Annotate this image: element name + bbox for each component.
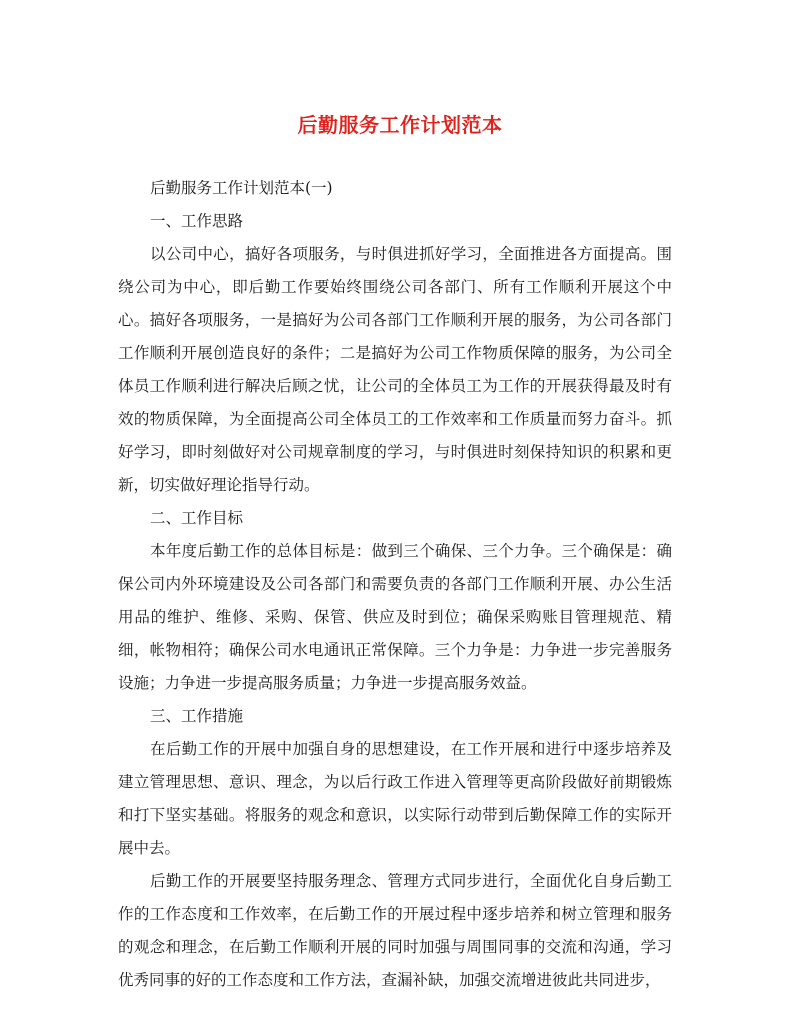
paragraph-2: 本年度后勤工作的总体目标是：做到三个确保、三个力争。三个确保是：确保公司内外环境建设及公司各部门和需要负责的各部门工作顺利开展、办公生活用品的维护、维修、采购、保管、供应及时到位；确保采购账目管理规范、精细，帐物相符；确保公司水电通讯正常保障。三个力争是：力争进一步完善服务设施；力争进一步提高服务质量；力争进一步提高服务效益。 [118,542,672,692]
paragraph-3: 在后勤工作的开展中加强自身的思想建设，在工作开展和进行中逐步培养及建立管理思想、意识、理念，为以后行政工作进入管理等更高阶段做好前期锻炼和打下坚实基础。将服务的观念和意识，以实际行动带到后勤保障工作的实际开展中去。 [118,740,672,857]
section-subtitle: 后勤服务工作计划范本(一) [150,179,333,197]
section-heading-1: 一、工作思路 [150,212,244,230]
paragraph-1: 以公司中心，搞好各项服务，与时俱进抓好学习，全面推进各方面提高。围绕公司为中心，即后勤工作要始终围绕公司各部门、所有工作顺利开展这个中心。搞好各项服务，一是搞好为公司各部门工作顺利开展的服务，为公司各部门工作顺利开展创造良好的条件；二是搞好为公司工作物质保障的服务，为公司全体员工作顺利进行解决后顾之忧，让公司的全体员工为工作的开展获得最及时有效的物质保障，为全面提高公司全体员工的工作效率和工作质量而努力奋斗。抓好学习，即时刻做好对公司规章制度的学习，与时俱进时刻保持知识的积累和更新，切实做好理论指导行动。 [118,245,672,494]
paragraph-4: 后勤工作的开展要坚持服务理念、管理方式同步进行，全面优化自身后勤工作的工作态度和工作效率，在后勤工作的开展过程中逐步培养和树立管理和服务的观念和理念，在后勤工作顺利开展的同时加强与周围同事的交流和沟通，学习优秀同事的好的工作态度和工作方法，查漏补缺，加强交流增进彼此共同进步， [118,872,672,989]
section-heading-2: 二、工作目标 [150,509,244,527]
document-title: 后勤服务工作计划范本 [297,113,503,137]
section-heading-3: 三、工作措施 [150,707,244,725]
document-body [118,172,672,997]
